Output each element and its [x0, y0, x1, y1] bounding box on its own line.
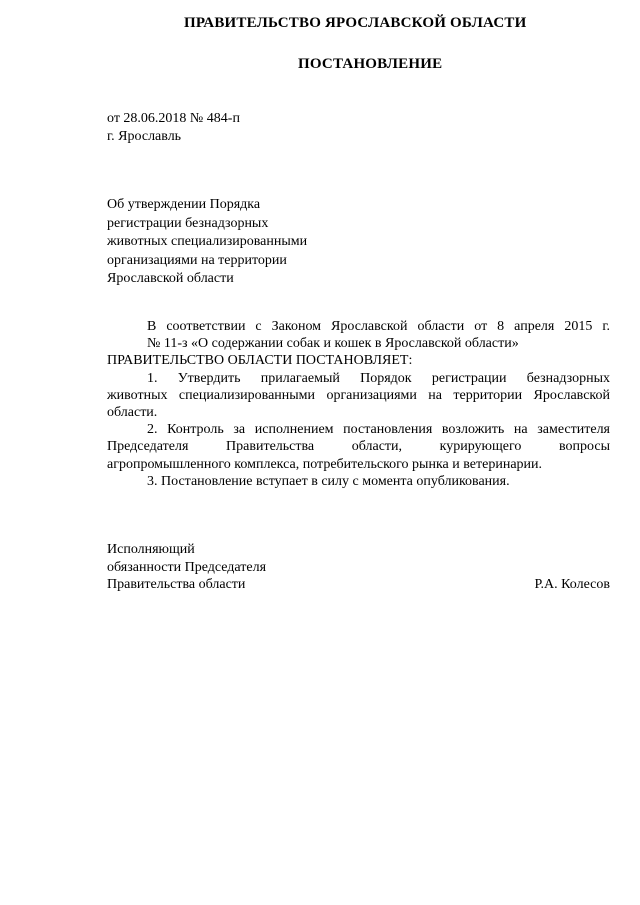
item-1-line: животных специализированными организациями на территории Ярославской [107, 387, 610, 403]
item-2-line: Председателя Правительства области, курирующего вопросы [107, 439, 610, 455]
signatory-position: Правительства области [107, 577, 246, 592]
decree-title [107, 196, 367, 289]
signatory-position: Исполняющий [107, 542, 195, 557]
title-line: животных специализированными [107, 234, 308, 249]
title-line: регистрации безнадзорных [107, 215, 269, 231]
signatory-name: Р.А. Колесов [534, 577, 610, 592]
title-line: Об утверждении Порядка [107, 197, 261, 212]
item-3-line: 3. Постановление вступает в силу с момента опубликования. [147, 473, 510, 489]
resolves-line: ПРАВИТЕЛЬСТВО ОБЛАСТИ ПОСТАНОВЛЯЕТ: [107, 353, 413, 369]
signature-block [107, 541, 610, 594]
item-2-line: агропромышленного комплекса, потребительского рынка и ветеринарии. [107, 456, 543, 472]
date-number-line: от 28.06.2018 № 484-п [107, 111, 240, 126]
title-line: организациями на территории [107, 252, 287, 268]
city-line: г. Ярославль [107, 129, 182, 144]
preamble-line: В соответствии с Законом Ярославской области от 8 апреля 2015 г. [147, 319, 610, 334]
preamble-line: № 11-з «О содержании собак и кошек в Ярославской области» [147, 336, 519, 352]
title-line: Ярославской области [107, 271, 234, 286]
item-1-line: области. [107, 405, 158, 421]
item-1-line: 1. Утвердить прилагаемый Порядок регистрации безнадзорных [147, 370, 610, 386]
decree-body [107, 318, 610, 490]
government-heading: ПРАВИТЕЛЬСТВО ЯРОСЛАВСКОЙ ОБЛАСТИ [184, 15, 527, 31]
signature-row [107, 576, 610, 594]
signatory-position: обязанности Председателя [107, 559, 267, 575]
item-2-line: 2. Контроль за исполнением постановления возложить на заместителя [147, 422, 610, 438]
document-type-heading: ПОСТАНОВЛЕНИЕ [298, 56, 443, 72]
